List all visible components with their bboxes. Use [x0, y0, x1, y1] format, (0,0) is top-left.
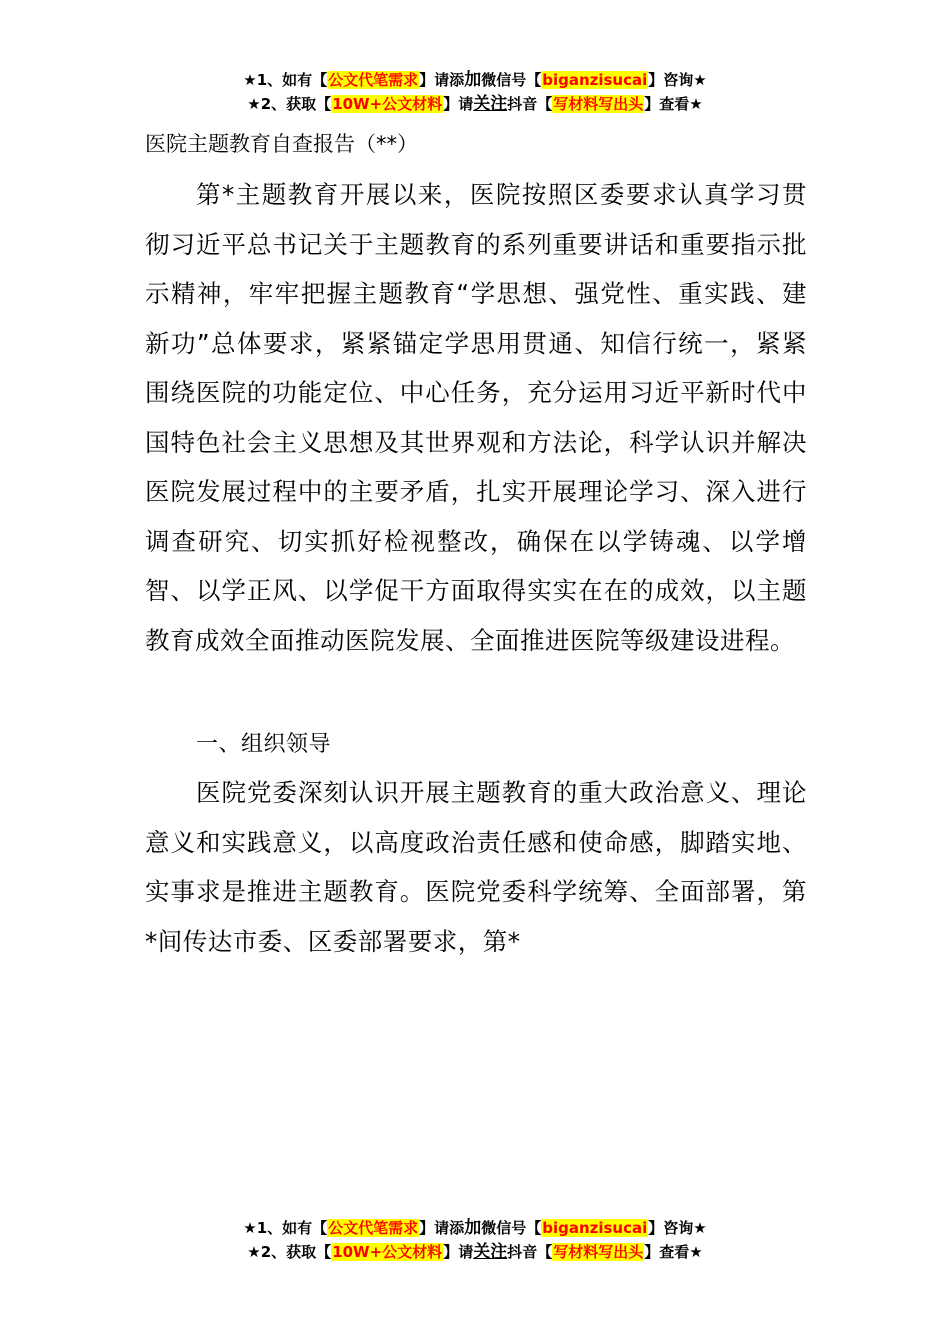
- banner-text: 】请: [443, 1243, 474, 1261]
- banner-text: 微信号【: [481, 71, 542, 89]
- banner-text: 抖音【: [507, 1243, 553, 1261]
- banner-text: 】请添: [419, 71, 465, 89]
- banner-text: 】查看★: [644, 95, 703, 113]
- banner-text: 微信号【: [481, 1219, 542, 1237]
- banner-text: 】咨询★: [648, 71, 707, 89]
- body-paragraph-2: 医院党委深刻认识开展主题教育的重大政治意义、理论意义和实践意义，以高度政治责任感和使命感，脚踏实地、实事求是推进主题教育。医院党委科学统筹、全面部署，第*间传达市委、区委部署要求，第*: [145, 778, 807, 956]
- banner-text-emphasis: 加: [464, 70, 482, 90]
- banner-text-emphasis: 关注: [473, 94, 508, 114]
- banner-text: ★2、获取【: [247, 95, 332, 113]
- banner-text: 】咨询★: [648, 1219, 707, 1237]
- banner-text: 】请: [443, 95, 474, 113]
- banner-line-1: [0, 1216, 950, 1240]
- banner-line-1: [0, 68, 950, 92]
- footer-banner: [0, 1216, 950, 1264]
- banner-line-2: [0, 92, 950, 116]
- banner-text: 抖音【: [507, 95, 553, 113]
- highlight-wechat-id: biganzisucai: [542, 71, 648, 89]
- highlight-douyin-account: 写材料写出头: [553, 95, 644, 113]
- banner-text-emphasis: 加: [464, 1218, 482, 1238]
- banner-text-emphasis: 关注: [473, 1242, 508, 1262]
- highlight-service: 公文代笔需求: [328, 71, 419, 89]
- header-banner: [0, 68, 950, 116]
- banner-text: ★1、如有【: [243, 71, 328, 89]
- highlight-douyin-account: 写材料写出头: [553, 1243, 644, 1261]
- banner-text: 】查看★: [644, 1243, 703, 1261]
- document-title: 医院主题教育自查报告（**）: [145, 132, 418, 156]
- banner-text: ★2、获取【: [247, 1243, 332, 1261]
- highlight-service: 公文代笔需求: [328, 1219, 419, 1237]
- banner-text: 】请添: [419, 1219, 465, 1237]
- banner-line-2: [0, 1240, 950, 1264]
- highlight-materials: 10W+公文材料: [332, 1243, 443, 1261]
- banner-text: ★1、如有【: [243, 1219, 328, 1237]
- body-paragraph-1: 第*主题教育开展以来，医院按照区委要求认真学习贯彻习近平总书记关于主题教育的系列重要讲话和重要指示批示精神，牢牢把握主题教育“学思想、强党性、重实践、建新功”总体要求，紧紧锚定学思用贯通、知信行统一，紧紧围绕医院的功能定位、中心任务，充分运用习近平新时代中国特色社会主义思想及其世界观和方法论，科学认识并解决医院发展过程中的主要矛盾，扎实开展理论学习、深入进行调查研究、切实抓好检视整改，确保在以学铸魂、以学增智、以学正风、以学促干方面取得实实在在的成效，以主题教育成效全面推动医院发展、全面推进医院等级建设进程。: [145, 180, 807, 655]
- highlight-materials: 10W+公文材料: [332, 95, 443, 113]
- section-heading-1: 一、组织领导: [196, 732, 332, 757]
- highlight-wechat-id: biganzisucai: [542, 1219, 648, 1237]
